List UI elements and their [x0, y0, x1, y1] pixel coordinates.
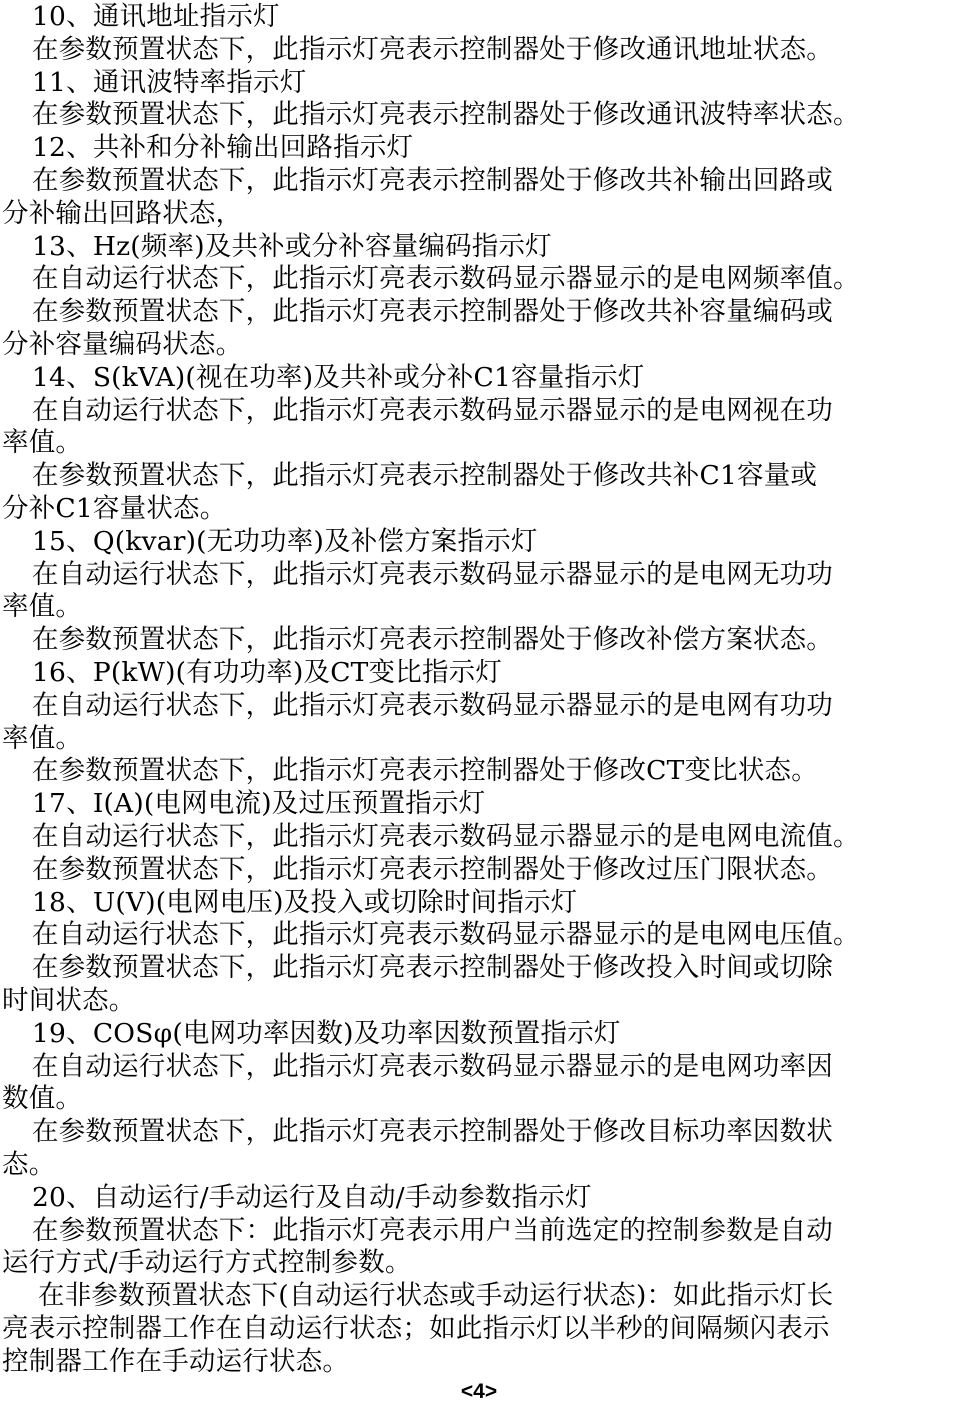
text-line: 率值。 [2, 427, 83, 459]
text-line: 在参数预置状态下，此指示灯亮表示控制器处于修改CT变比状态。 [32, 755, 818, 787]
text-line: 19、COSφ(电网功率因数)及功率因数预置指示灯 [32, 1017, 621, 1049]
text-line: 17、I(A)(电网电流)及过压预置指示灯 [32, 788, 486, 820]
text-line: 在自动运行状态下，此指示灯亮表示数码显示器显示的是电网无功功 [32, 558, 833, 590]
text-line: 在非参数预置状态下(自动运行状态或手动运行状态)：如此指示灯长 [38, 1280, 834, 1312]
text-line: 在自动运行状态下，此指示灯亮表示数码显示器显示的是电网视在功 [32, 394, 833, 426]
text-line: 在参数预置状态下，此指示灯亮表示控制器处于修改目标功率因数状 [32, 1116, 833, 1148]
text-line: 运行方式/手动运行方式控制参数。 [2, 1247, 412, 1279]
text-line: 在自动运行状态下，此指示灯亮表示数码显示器显示的是电网电压值。 [32, 919, 860, 951]
text-line: 18、U(V)(电网电压)及投入或切除时间指示灯 [32, 886, 578, 918]
text-line: 在自动运行状态下，此指示灯亮表示数码显示器显示的是电网频率值。 [32, 263, 860, 295]
text-line: 16、P(kW)(有功功率)及CT变比指示灯 [32, 657, 503, 688]
text-line: 控制器工作在手动运行状态。 [2, 1345, 350, 1377]
page-number: <4> [460, 1380, 498, 1403]
text-line: 率值。 [2, 722, 83, 754]
text-line: 14、S(kVA)(视在功率)及共补或分补C1容量指示灯 [32, 361, 645, 393]
text-line: 在自动运行状态下，此指示灯亮表示数码显示器显示的是电网功率因 [32, 1050, 833, 1082]
text-line: 11、通讯波特率指示灯 [32, 66, 307, 98]
text-line: 在参数预置状态下，此指示灯亮表示控制器处于修改共补容量编码或 [32, 296, 833, 328]
text-line: 12、共补和分补输出回路指示灯 [32, 132, 414, 164]
text-line: 15、Q(kvar)(无功功率)及补偿方案指示灯 [32, 525, 538, 557]
text-line: 态。 [2, 1149, 56, 1180]
text-line: 10、通讯地址指示灯 [32, 1, 280, 32]
text-line: 数值。 [2, 1083, 83, 1115]
text-line: 在参数预置状态下，此指示灯亮表示控制器处于修改通讯波特率状态。 [32, 99, 860, 131]
text-line: 率值。 [2, 591, 83, 623]
text-line: 20、自动运行/手动运行及自动/手动参数指示灯 [32, 1181, 592, 1213]
text-line: 在参数预置状态下，此指示灯亮表示控制器处于修改共补输出回路或 [32, 165, 833, 196]
text-line: 在参数预置状态下，此指示灯亮表示控制器处于修改补偿方案状态。 [32, 624, 833, 656]
text-line: 在参数预置状态下：此指示灯亮表示用户当前选定的控制参数是自动 [32, 1214, 833, 1246]
text-line: 分补C1容量状态。 [2, 493, 227, 524]
text-line: 13、Hz(频率)及共补或分补容量编码指示灯 [32, 230, 552, 262]
text-line: 分补容量编码状态。 [2, 329, 243, 360]
text-line: 在参数预置状态下，此指示灯亮表示控制器处于修改投入时间或切除 [32, 952, 833, 984]
text-line: 在参数预置状态下，此指示灯亮表示控制器处于修改通讯地址状态。 [32, 33, 833, 65]
text-line: 在参数预置状态下，此指示灯亮表示控制器处于修改共补C1容量或 [32, 460, 818, 492]
text-line: 在自动运行状态下，此指示灯亮表示数码显示器显示的是电网有功功 [32, 689, 833, 721]
text-line: 时间状态。 [2, 985, 136, 1016]
text-line: 亮表示控制器工作在自动运行状态；如此指示灯以半秒的间隔频闪表示 [2, 1313, 830, 1344]
text-line: 分补输出回路状态， [2, 197, 243, 229]
text-line: 在参数预置状态下，此指示灯亮表示控制器处于修改过压门限状态。 [32, 853, 833, 885]
text-line: 在自动运行状态下，此指示灯亮表示数码显示器显示的是电网电流值。 [32, 821, 860, 852]
